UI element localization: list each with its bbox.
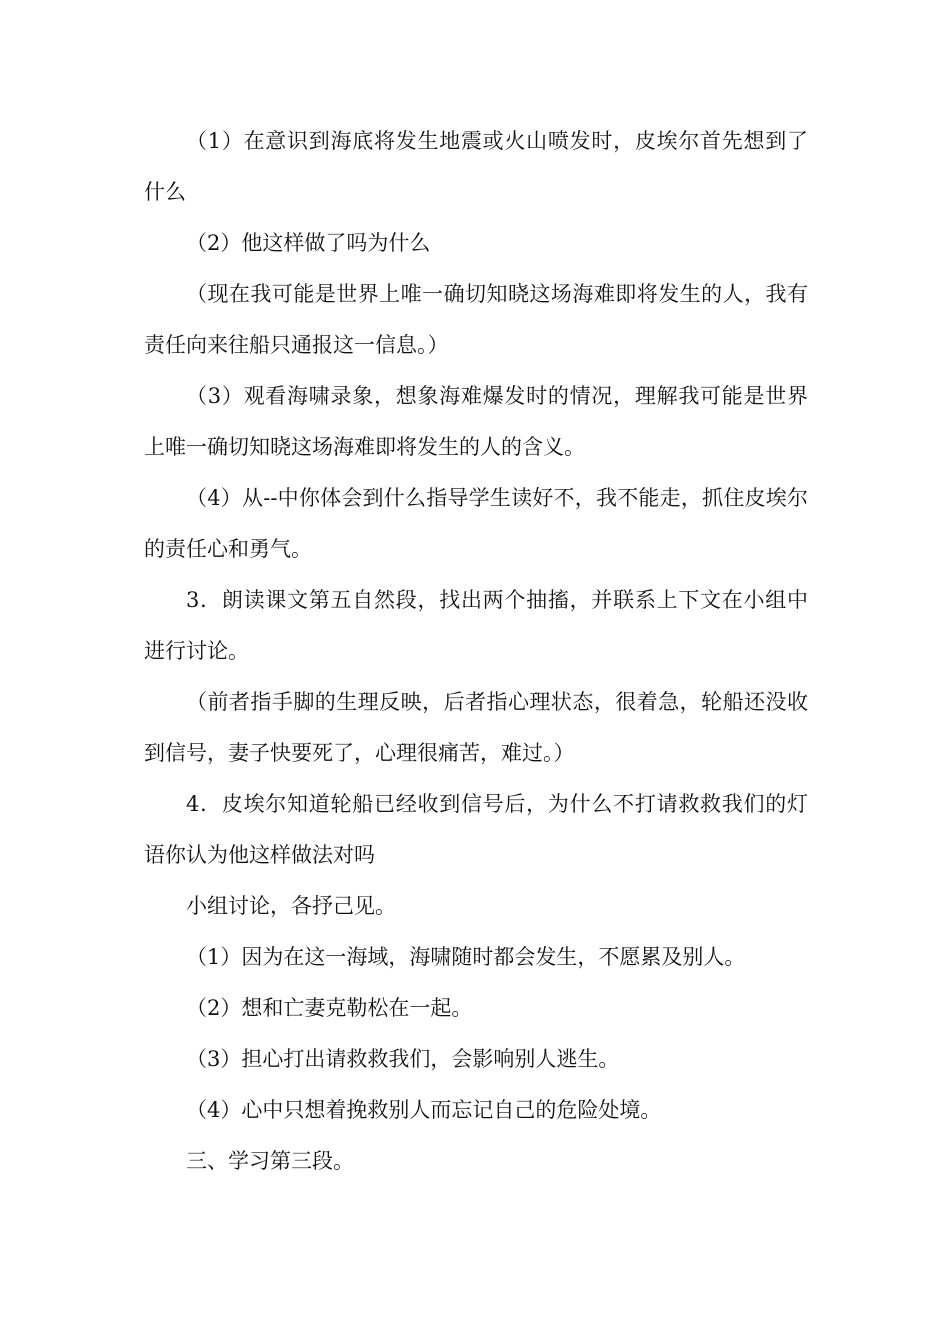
paragraph-q3: （3）观看海啸录象，想象海难爆发时的情况，理解我可能是世界上唯一确切知晓这场海难即将发生的人的含义。 <box>144 384 808 459</box>
document-body <box>144 116 808 1187</box>
paragraph-q4: （4）从--中你体会到什么指导学生读好不，我不能走，抓住皮埃尔的责任心和勇气。 <box>144 486 808 561</box>
paragraph-reason-4: （4）心中只想着挽救别人而忘记自己的危险处境。 <box>186 1098 662 1122</box>
paragraph-reason-3: （3）担心打出请救救我们，会影响别人逃生。 <box>186 1047 620 1071</box>
paragraph-answer-step-3: （前者指手脚的生理反映，后者指心理状态，很着急，轮船还没收到信号，妻子快要死了，心理很痛苦，难过。） <box>144 690 808 765</box>
paragraph-step-3: 3．朗读课文第五自然段，找出两个抽搐，并联系上下文在小组中进行讨论。 <box>144 588 808 663</box>
paragraph-step-4: 4．皮埃尔知道轮船已经收到信号后，为什么不打请救救我们的灯语你认为他这样做法对吗 <box>144 792 808 867</box>
section-heading-part-3: 三、学习第三段。 <box>186 1149 354 1173</box>
paragraph-reason-2: （2）想和亡妻克勒松在一起。 <box>186 996 473 1020</box>
paragraph-answer-q2: （现在我可能是世界上唯一确切知晓这场海难即将发生的人，我有责任向来往船只通报这一信息。） <box>144 282 808 357</box>
paragraph-q1: （1）在意识到海底将发生地震或火山喷发时，皮埃尔首先想到了什么 <box>144 129 808 204</box>
paragraph-q2: （2）他这样做了吗为什么 <box>186 231 431 255</box>
paragraph-group-discussion: 小组讨论，各抒己见。 <box>186 894 396 918</box>
paragraph-reason-1: （1）因为在这一海域，海啸随时都会发生，不愿累及别人。 <box>186 945 746 969</box>
